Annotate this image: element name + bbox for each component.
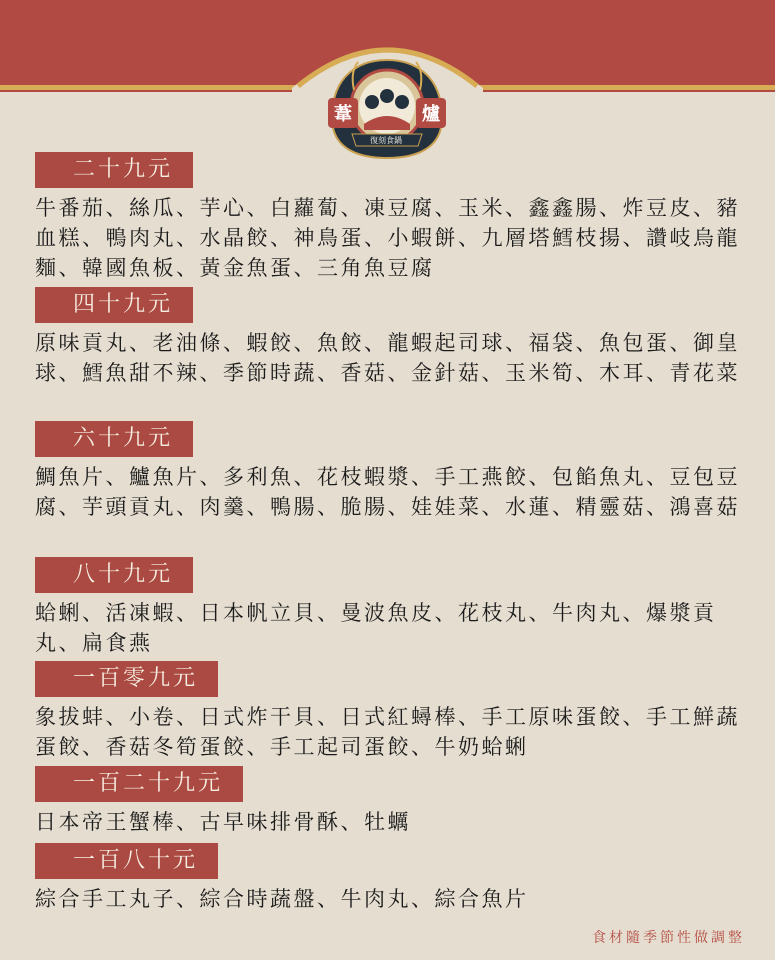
price-section-109 <box>35 661 743 762</box>
item-list: 日本帝王蟹棒、古早味排骨酥、牡蠣 <box>35 810 411 834</box>
item-list: 原味貢丸、老油條、蝦餃、魚餃、龍蝦起司球、福袋、魚包蛋、御皇球、鱈魚甜不辣、季節時蔬、香菇、金針菇、玉米筍、木耳、青花菜 <box>35 331 740 385</box>
price-section-69 <box>35 421 743 522</box>
price-section-49 <box>35 287 743 388</box>
item-list: 鯛魚片、鱸魚片、多利魚、花枝蝦漿、手工燕餃、包餡魚丸、豆包豆腐、芋頭貢丸、肉羹、鴨腸、脆腸、娃娃菜、水蓮、精靈菇、鴻喜菇 <box>35 465 740 519</box>
price-heading: 一百零九元 <box>35 661 218 697</box>
price-heading: 二十九元 <box>35 152 193 188</box>
logo-left-char: 葦 <box>334 104 352 125</box>
price-heading: 六十九元 <box>35 421 193 457</box>
price-section-29 <box>35 152 743 283</box>
item-list: 蛤蜊、活凍蝦、日本帆立貝、曼波魚皮、花枝丸、牛肉丸、爆漿貢丸、扁食燕 <box>35 601 717 655</box>
logo-right-char: 爐 <box>422 104 440 125</box>
item-list: 牛番茄、絲瓜、芋心、白蘿蔔、凍豆腐、玉米、鑫鑫腸、炸豆皮、豬血糕、鴨肉丸、水晶餃、神鳥蛋、小蝦餅、九層塔鱈枝揚、讚岐烏龍麵、韓國魚板、黃金魚蛋、三角魚豆腐 <box>35 196 740 280</box>
logo-subtitle: 復刻食鍋 <box>370 136 402 145</box>
price-section-180 <box>35 843 743 914</box>
price-heading: 八十九元 <box>35 557 193 593</box>
price-heading: 一百八十元 <box>35 843 218 879</box>
price-heading: 四十九元 <box>35 287 193 323</box>
price-heading: 一百二十九元 <box>35 766 243 802</box>
seasonal-adjustment-note: 食材隨季節性做調整 <box>592 930 745 946</box>
price-section-89 <box>35 557 743 658</box>
item-list: 綜合手工丸子、綜合時蔬盤、牛肉丸、綜合魚片 <box>35 887 529 911</box>
price-section-129 <box>35 766 743 837</box>
item-list: 象拔蚌、小卷、日式炸干貝、日式紅蟳棒、手工原味蛋餃、手工鮮蔬蛋餃、香菇冬筍蛋餃、手工起司蛋餃、牛奶蛤蜊 <box>35 705 740 759</box>
